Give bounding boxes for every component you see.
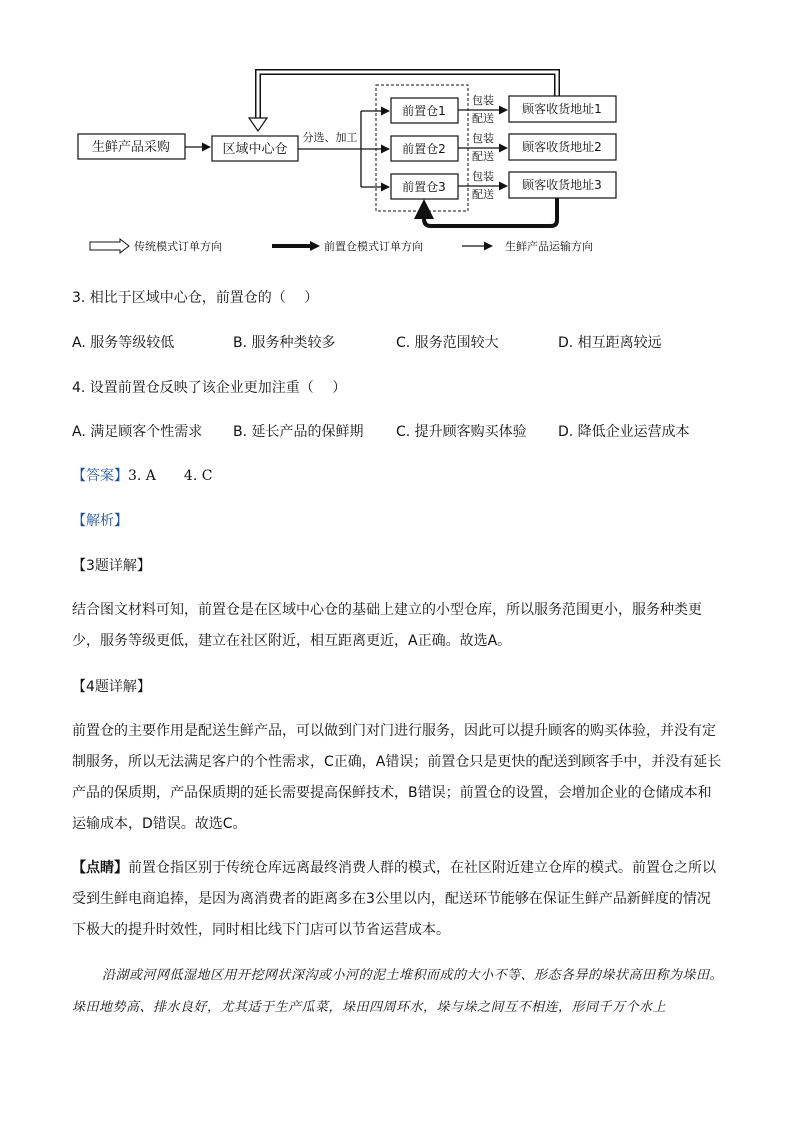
detail-3-heading: 【3题详解】 (72, 558, 151, 574)
q3-option-c: C. 服务范围较大 (396, 335, 499, 351)
pack-label-3: 包装 (472, 170, 494, 183)
customer-label-1: 顾客收货地址1 (522, 102, 602, 116)
purchase-label: 生鲜产品采购 (91, 140, 171, 155)
front-label-1: 前置仓1 (402, 104, 446, 118)
deliver-label-1: 配送 (472, 112, 494, 125)
pack-label-1: 包装 (472, 94, 494, 107)
legend-transport-label: 生鲜产品运输方向 (505, 240, 593, 253)
legend-front-icon (272, 241, 320, 251)
deliver-label-2: 配送 (472, 150, 494, 163)
question-4-stem: 4. 设置前置仓反映了该企业更加注重（ ） (72, 380, 347, 396)
answer-line (72, 466, 212, 486)
q3-option-b: B. 服务种类较多 (233, 335, 336, 351)
customer-label-2: 顾客收货地址2 (522, 140, 602, 154)
front-label-3: 前置仓3 (402, 180, 446, 194)
answer-tag: 【答案】 (72, 468, 128, 484)
question-3-stem: 3. 相比于区域中心仓，前置仓的（ ） (72, 290, 319, 306)
note-body: 前置仓指区别于传统仓库远离最终消费人群的模式，在社区附近建立仓库的模式。前置仓之所以受到生鲜电商追捧，是因为离消费者的距离多在3公里以内，配送环节能够在保证生鲜产品新鲜度的情况下极大的提升时效性，同时相比线下门店可以节省运营成本。 (72, 860, 716, 938)
legend-front-label: 前置仓模式订单方向 (324, 240, 423, 253)
pack-label-2: 包装 (472, 132, 494, 145)
legend (90, 239, 593, 253)
legend-traditional-label: 传统模式订单方向 (134, 240, 222, 253)
customer-label-3: 顾客收货地址3 (522, 178, 602, 192)
passage-text: 沿湖或河网低湿地区用开挖网状深沟或小河的泥土堆积而成的大小不等、形态各异的垛状高田称为垛田。垛田地势高、排水良好，尤其适于生产瓜菜，垛田四周环水，垛与垛之间互不相连，形同千万个水上 (72, 968, 724, 1015)
q3-option-d: D. 相互距离较远 (558, 335, 662, 351)
legend-traditional-icon (90, 239, 129, 253)
front-order-arrow (424, 198, 557, 226)
process-label: 分选、加工 (302, 131, 358, 144)
note-block (72, 853, 724, 946)
transport-arrow-branch (298, 111, 361, 187)
analysis-heading: 【解析】 (72, 513, 128, 529)
detail-4-body: 前置仓的主要作用是配送生鲜产品，可以做到门对门进行服务，因此可以提升顾客的购买体验，并没有定制服务，所以无法满足客户的个性需求，C正确，A错误；前置仓只是更快的配送到顾客手中，并没有延长产品的保质期，产品保质期的延长需要提高保鲜技术，B错误；前置仓的设置，会增加企业的仓储成本和运输成本，D错误。故选C。 (72, 723, 722, 832)
supply-chain-diagram (0, 0, 794, 265)
front-label-2: 前置仓2 (402, 142, 446, 156)
answer-text: 3. A 4. C (128, 468, 213, 484)
detail-4-heading: 【4题详解】 (72, 679, 151, 695)
q4-option-d: D. 降低企业运营成本 (558, 424, 690, 440)
q4-option-c: C. 提升顾客购买体验 (396, 424, 527, 440)
q3-option-a: A. 服务等级较低 (72, 335, 175, 351)
note-tag: 【点睛】 (72, 860, 128, 876)
deliver-label-3: 配送 (472, 188, 494, 201)
q4-option-b: B. 延长产品的保鲜期 (233, 424, 364, 440)
center-label: 区域中心仓 (222, 142, 288, 157)
q4-option-a: A. 满足顾客个性需求 (72, 424, 203, 440)
detail-3-body: 结合图文材料可知，前置仓是在区域中心仓的基础上建立的小型仓库，所以服务范围更小，服务种类更少，服务等级更低，建立在社区附近，相互距离更近，A正确。故选A。 (72, 602, 702, 649)
